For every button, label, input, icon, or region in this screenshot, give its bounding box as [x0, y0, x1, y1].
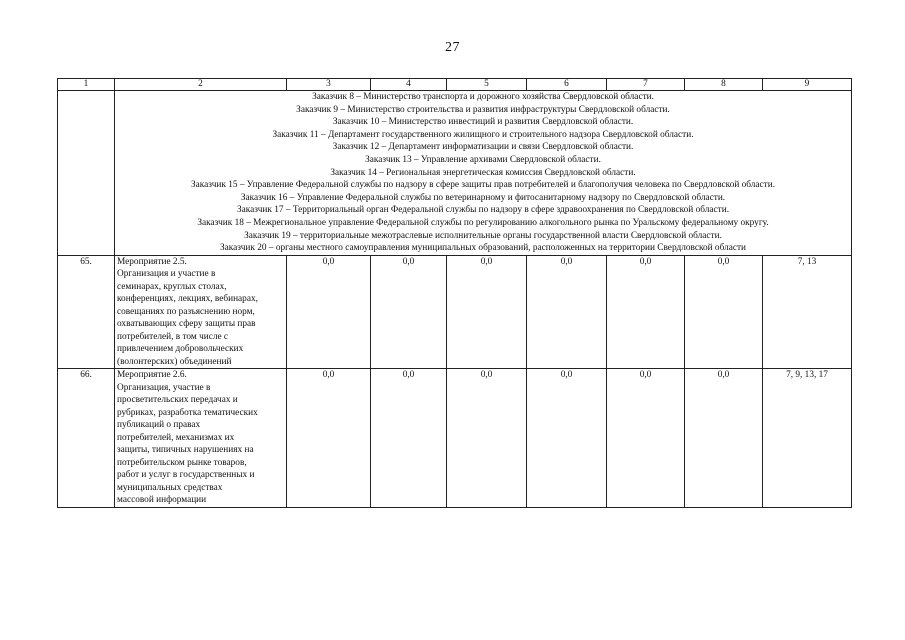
target-indicators: 7, 13: [763, 255, 852, 369]
customer-item: Заказчик 14 – Региональная энергетическая комиссия Свердловской области.: [330, 167, 636, 178]
value-cell: 0,0: [685, 369, 763, 508]
column-header: 3: [287, 79, 371, 91]
program-table: [57, 78, 852, 508]
customer-item: Заказчик 9 – Министерство строительства и развития инфраструктуры Свердловской области.: [296, 104, 670, 115]
table-row: [58, 255, 852, 369]
column-header: 6: [527, 79, 607, 91]
target-indicators: 7, 9, 13, 17: [763, 369, 852, 508]
value-cell: 0,0: [607, 255, 685, 369]
value-cell: 0,0: [371, 369, 447, 508]
customer-item: Заказчик 20 – органы местного самоуправления муниципальных образований, расположенных на территории Свердловской области: [219, 243, 747, 254]
column-header: 1: [58, 79, 115, 91]
description-line: привлечением добровольческих: [117, 344, 244, 355]
customer-item: Заказчик 13 – Управление архивами Свердловской области.: [365, 154, 601, 165]
page-number: 27: [445, 40, 460, 55]
description-line: Мероприятие 2.5.: [117, 256, 187, 267]
value-cell: 0,0: [527, 369, 607, 508]
column-header: 2: [115, 79, 287, 91]
value-cell: 0,0: [447, 255, 527, 369]
description-line: потребителей, механизмах их: [117, 432, 235, 443]
description-line: рубриках, разработка тематических: [117, 407, 258, 418]
column-header: 4: [371, 79, 447, 91]
value-cell: 0,0: [527, 255, 607, 369]
description-line: (волонтерских) объединений: [117, 356, 232, 367]
customer-item: Заказчик 19 – территориальные межотраслевые исполнительные органы государственной власти Свердловской области.: [244, 230, 722, 241]
description-line: совещаниях по разъяснению норм,: [117, 306, 255, 317]
row-number: 66.: [58, 369, 115, 508]
description-line: семинарах, круглых столах,: [117, 281, 227, 292]
description-line: Организация и участие в: [117, 269, 216, 280]
value-cell: 0,0: [287, 369, 371, 508]
customer-item: Заказчик 16 – Управление Федеральной службы по ветеринарному и фитосанитарному надзору по Свердловской области.: [240, 192, 726, 203]
value-cell: 0,0: [371, 255, 447, 369]
customer-item: Заказчик 18 – Межрегиональное управление Федеральной службы по регулированию алкогольного рынка по Уральскому федеральному округу.: [197, 217, 769, 228]
customers-row: [58, 91, 852, 256]
description-line: массовой информации: [117, 495, 207, 506]
description-line: охватывающих сферу защиты прав: [117, 319, 256, 330]
customer-item: Заказчик 11 – Департамент государственного жилищного и строительного надзора Свердловской области.: [272, 129, 694, 140]
column-header: 8: [685, 79, 763, 91]
column-header: 9: [763, 79, 852, 91]
value-cell: 0,0: [685, 255, 763, 369]
description-line: муниципальных средствах: [117, 482, 223, 493]
description-line: просветительских передачах и: [117, 395, 238, 406]
customer-item: Заказчик 15 – Управление Федеральной службы по надзору в сфере защиты прав потребителей и благополучия человека по Свердловской области.: [190, 180, 776, 191]
value-cell: 0,0: [287, 255, 371, 369]
activity-description: [115, 255, 287, 369]
customer-item: Заказчик 17 – Территориальный орган Федеральной службы по надзору в сфере здравоохранения по Свердловской области.: [236, 205, 730, 216]
description-line: публикаций о правах: [117, 420, 201, 431]
column-header: 5: [447, 79, 527, 91]
row-number: 65.: [58, 255, 115, 369]
description-line: работ и услуг в государственных и: [117, 470, 255, 481]
description-line: потребителей, в том числе с: [117, 331, 229, 342]
column-header: 7: [607, 79, 685, 91]
description-line: Мероприятие 2.6.: [117, 370, 187, 381]
description-line: Организация, участие в: [117, 382, 211, 393]
column-number-row: [58, 79, 852, 91]
customer-item: Заказчик 8 – Министерство транспорта и дорожного хозяйства Свердловской области.: [312, 92, 654, 102]
customer-item: Заказчик 10 – Министерство инвестиций и развития Свердловской области.: [332, 117, 634, 128]
value-cell: 0,0: [447, 369, 527, 508]
description-line: защиты, типичных нарушениях на: [117, 445, 254, 456]
activity-description: [115, 369, 287, 508]
value-cell: 0,0: [607, 369, 685, 508]
empty-number-cell: [58, 91, 115, 256]
description-line: потребительском рынке товаров,: [117, 457, 247, 468]
customer-item: Заказчик 12 – Департамент информатизации и связи Свердловской области.: [332, 142, 634, 153]
customers-list: [115, 91, 852, 256]
table-row: [58, 369, 852, 508]
description-line: конференциях, лекциях, вебинарах,: [117, 294, 258, 305]
